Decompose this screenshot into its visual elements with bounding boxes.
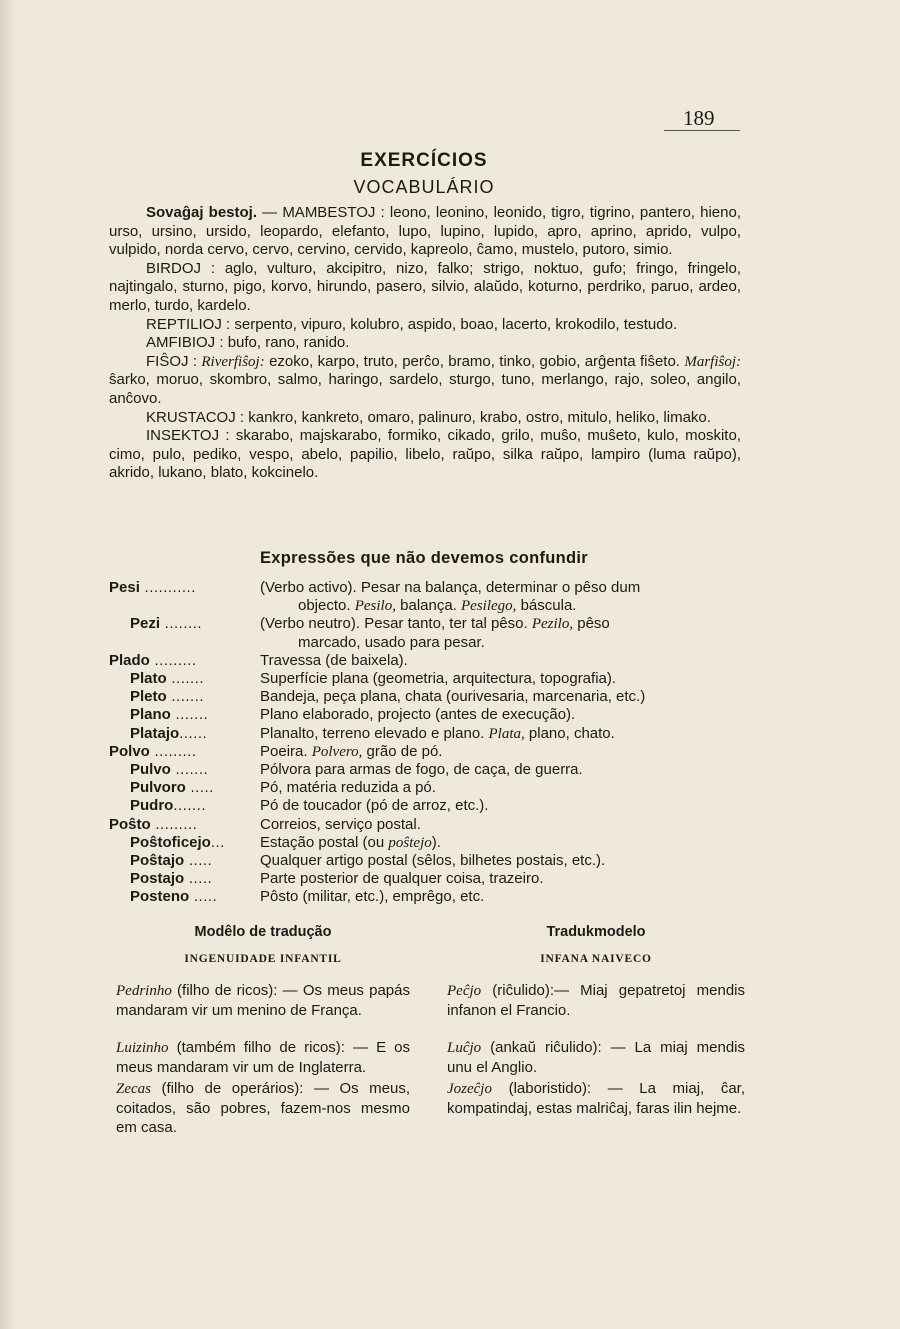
expression-term: [109, 743, 260, 761]
vocabulary-paragraph: [109, 353, 741, 409]
definition-italic: Pesilo,: [354, 598, 396, 615]
vocabulary-paragraph: [109, 427, 741, 483]
term-leader-dots: ......: [179, 724, 208, 742]
vocabulary-section: [109, 204, 741, 483]
term-leader-dots: .......: [166, 688, 205, 706]
term-word: Postajo: [130, 870, 185, 888]
expression-definition: [260, 670, 741, 688]
definition-text: (Verbo activo). Pesar na balança, determinar o pêso dum: [260, 579, 641, 596]
definition-text: marcado, usado para pesar.: [298, 633, 485, 651]
vocabulary-subcategory: Marfiŝoj:: [684, 353, 741, 370]
definition-text: báscula.: [516, 597, 577, 615]
expression-term: [109, 652, 260, 670]
vocabulary-lead: Sovaĝaj bestoj.: [146, 204, 258, 221]
definition-text: Travessa (de baixela).: [260, 651, 408, 669]
definition-text: Pólvora para armas de fogo, de caça, de guerra.: [260, 761, 583, 779]
expression-term: [109, 706, 260, 724]
speaker-name: Luĉjo: [447, 1040, 482, 1056]
dialogue-paragraph: [447, 981, 745, 1020]
speaker-name: Peĉjo: [447, 983, 482, 999]
term-word: Poŝtoficejo: [130, 833, 211, 851]
definition-text: Estação postal (ou: [260, 833, 389, 851]
vocabulary-category: AMFIBIOJ :: [146, 334, 228, 352]
expression-row: [109, 834, 741, 852]
translation-model-subtitle: INGENUIDADE INFANTIL: [184, 953, 342, 965]
vocabulary-words: skarabo, majskarabo, formiko, cikado, grilo, muŝo, muŝeto, kulo, moskito, cimo, pulo, pediko, vespo, abelo, papilio, libelo, raŭpo, silka raŭpo, lampiro (luma raŭpo), akrido, lukano, blato, kokcinelo.: [109, 427, 741, 482]
term-word: Plado: [109, 651, 150, 669]
vocabulary-words: ŝarko, moruo, skombro, salmo, haringo, sardelo, sturgo, tuno, merlango, rajo, soleo, angilo, anĉovo.: [109, 371, 741, 407]
tradukmodelo-subtitle: INFANA NAIVECO: [540, 953, 652, 965]
definition-italic: Polvero,: [311, 743, 363, 760]
expression-definition: [260, 816, 741, 834]
vocabulary-category: FIŜOJ :: [146, 352, 202, 370]
definition-text: (Verbo neutro). Pesar tanto, ter tal pêso.: [260, 615, 532, 633]
vocabulary-paragraph: [109, 409, 741, 428]
term-word: Pesi: [109, 579, 140, 596]
term-word: Poŝto: [109, 815, 151, 833]
term-word: Poŝtajo: [130, 852, 185, 870]
vocabulary-words: kankro, kankreto, omaro, palinuro, krabo, ostro, mitulo, heliko, limako.: [248, 408, 711, 426]
expression-row: [109, 725, 741, 743]
dialogue-text: (filho de operários): — Os meus, coitados, são pobres, fazem-nos mesmo em casa.: [116, 1080, 410, 1136]
expression-term: [109, 725, 260, 743]
page-edge-shadow: [0, 0, 14, 1329]
definition-text: Plano elaborado, projecto (antes de execução).: [260, 706, 576, 724]
definition-text: plano, chato.: [524, 724, 615, 742]
vocabulary-category: KRUSTACOJ :: [146, 408, 249, 426]
term-leader-dots: .........: [149, 651, 197, 669]
translation-model-title: Modêlo de tradução: [194, 924, 332, 940]
term-word: Pulvoro: [130, 779, 186, 797]
page-number-rule: [664, 130, 740, 131]
definition-text: Bandeja, peça plana, chata (ourivesaria, marcenaria, etc.): [260, 688, 646, 706]
expression-row: [109, 816, 741, 834]
expression-row: [109, 706, 741, 724]
vocabulary-subcategory: Riverfiŝoj:: [201, 353, 265, 370]
speaker-name: Jozeĉjo: [447, 1081, 492, 1097]
term-word: Polvo: [109, 742, 150, 760]
expressions-list: [109, 579, 741, 907]
tradukmodelo-title: Tradukmodelo: [546, 924, 646, 940]
expression-definition: [260, 615, 741, 651]
expression-row: [109, 579, 741, 615]
vocabulary-words: ezoko, karpo, truto, perĉo, bramo, tinko, gobio, arĝenta fiŝeto.: [264, 352, 685, 370]
expression-definition: [260, 743, 741, 761]
expression-term: [109, 816, 260, 834]
expression-row: [109, 779, 741, 797]
expression-definition: [260, 725, 741, 743]
vocabulary-heading: VOCABULÁRIO: [353, 177, 495, 197]
expression-row: [109, 743, 741, 761]
dialogue-paragraph: [116, 1038, 410, 1077]
term-word: Pleto: [130, 688, 167, 706]
term-leader-dots: .........: [150, 815, 198, 833]
speaker-name: Pedrinho: [116, 983, 172, 999]
term-word: Posteno: [130, 888, 190, 906]
term-word: Pudro: [130, 797, 174, 815]
translation-model-column: [116, 923, 410, 1137]
dialogue-text: (também filho de ricos): — E os meus mandaram vir um de Inglaterra.: [116, 1039, 410, 1076]
term-word: Plato: [130, 670, 167, 688]
term-leader-dots: .....: [189, 888, 218, 906]
expression-term: [109, 670, 260, 688]
expression-definition: [260, 797, 741, 815]
expression-row: [109, 797, 741, 815]
expression-row: [109, 688, 741, 706]
expressions-heading: Expressões que não devemos confundir: [259, 549, 589, 567]
definition-text: Superfície plana (geometria, arquitectura, topografia).: [260, 670, 617, 688]
expression-row: [109, 670, 741, 688]
expression-term: [109, 761, 260, 779]
vocabulary-paragraph: [109, 316, 741, 335]
definition-text: ).: [431, 833, 441, 851]
expression-row: [109, 761, 741, 779]
expression-definition: [260, 652, 741, 670]
expression-term: [109, 688, 260, 706]
tradukmodelo-column: [447, 923, 745, 1118]
vocabulary-words: leono, leonino, leonido, tigro, tigrino, pantero, hieno, urso, ursino, ursido, leopardo, elefanto, lupo, lupino, lupido, apro, aprino, aprido, vulpo, vulpido, norda cervo, cervo, cervino, cervido, kapreolo, ĉamo, mustelo, putoro, simio.: [109, 204, 741, 259]
expression-term: [109, 615, 260, 651]
dialogue-text: (filho de ricos): — Os meus papás mandaram vir um menino de França.: [116, 982, 410, 1019]
definition-continuation: [260, 597, 741, 615]
term-leader-dots: ........: [160, 615, 203, 633]
definition-text: balança.: [395, 597, 462, 615]
definition-text: Parte posterior de qualquer coisa, trazeiro.: [260, 870, 544, 888]
term-word: Pezi: [130, 615, 161, 633]
expression-term: [109, 870, 260, 888]
expression-row: [109, 888, 741, 906]
exercises-heading: EXERCÍCIOS: [360, 150, 488, 171]
expression-term: [109, 797, 260, 815]
dialogue-text: (ankaŭ riĉulido): — La miaj mendis unu el Anglio.: [447, 1039, 745, 1076]
expression-term: [109, 888, 260, 906]
term-leader-dots: .........: [149, 742, 197, 760]
speaker-name: Luizinho: [116, 1040, 169, 1056]
expression-definition: [260, 870, 741, 888]
vocabulary-category: REPTILIOJ :: [146, 315, 235, 333]
expression-definition: [260, 706, 741, 724]
dialogue-text: (laboristido): — La miaj, ĉar, kompatindaj, estas malriĉaj, faras ilin hejme.: [447, 1080, 745, 1117]
vocabulary-paragraph: [109, 334, 741, 353]
definition-text: Poeira.: [260, 742, 312, 760]
term-leader-dots: ...: [210, 833, 225, 851]
definition-text: Correios, serviço postal.: [260, 815, 421, 833]
page-number: 189: [683, 106, 715, 130]
vocabulary-paragraph: [109, 260, 741, 316]
expression-row: [109, 615, 741, 651]
term-leader-dots: .....: [184, 870, 213, 888]
expression-definition: [260, 688, 741, 706]
term-leader-dots: .......: [166, 670, 205, 688]
term-leader-dots: .......: [173, 797, 207, 815]
vocabulary-words: aglo, vulturo, akcipitro, nizo, falko; strigo, noktuo, gufo; fringo, fringelo, najtingalo, sturno, pigo, korvo, hirundo, pasero, silvio, alaŭdo, koturno, perdriko, paruo, ardeo, merlo, turdo, kardelo.: [109, 259, 741, 314]
definition-text: grão de pó.: [362, 742, 443, 760]
term-leader-dots: ...........: [139, 579, 196, 596]
dialogue-paragraph: [447, 1038, 745, 1077]
expression-definition: [260, 579, 741, 615]
expression-definition: [260, 779, 741, 797]
definition-text: pêso: [573, 615, 610, 633]
expression-row: [109, 852, 741, 870]
expression-definition: [260, 834, 741, 852]
definition-italic: poŝtejo: [388, 834, 432, 851]
term-leader-dots: .....: [184, 852, 213, 870]
expression-definition: [260, 852, 741, 870]
vocabulary-words: serpento, vipuro, kolubro, aspido, boao, lacerto, krokodilo, testudo.: [234, 315, 678, 333]
expression-term: [109, 779, 260, 797]
definition-italic: Pezilo,: [531, 616, 574, 633]
definition-italic: Pesilego,: [461, 598, 517, 615]
expression-term: [109, 834, 260, 852]
expression-definition: [260, 888, 741, 906]
dialogue-paragraph: [447, 1079, 745, 1118]
expression-row: [109, 652, 741, 670]
vocabulary-category: INSEKTOJ :: [146, 427, 236, 445]
definition-text: objecto.: [298, 597, 355, 615]
expression-row: [109, 870, 741, 888]
expression-definition: [260, 761, 741, 779]
speaker-name: Zecas: [116, 1081, 151, 1097]
expression-term: [109, 579, 260, 615]
dialogue-paragraph: [116, 1079, 410, 1137]
term-word: Pulvo: [130, 761, 171, 779]
definition-text: Pôsto (militar, etc.), emprêgo, etc.: [260, 888, 485, 906]
vocabulary-category: — MAMBESTOJ :: [257, 204, 390, 221]
vocabulary-paragraph: [109, 204, 741, 260]
term-leader-dots: .......: [170, 706, 209, 724]
definition-text: Pó, matéria reduzida a pó.: [260, 779, 436, 797]
expression-term: [109, 852, 260, 870]
term-word: Platajo: [130, 724, 180, 742]
vocabulary-words: bufo, rano, ranido.: [227, 334, 350, 352]
term-leader-dots: .....: [185, 779, 214, 797]
definition-continuation: [260, 634, 741, 652]
dialogue-text: (riĉulido):— Miaj gepatretoj mendis infanon el Francio.: [447, 982, 745, 1019]
definition-text: Pó de toucador (pó de arroz, etc.).: [260, 797, 489, 815]
definition-text: Planalto, terreno elevado e plano.: [260, 724, 489, 742]
term-leader-dots: .......: [170, 761, 209, 779]
definition-italic: Plata,: [488, 725, 525, 742]
dialogue-paragraph: [116, 981, 410, 1020]
vocabulary-category: BIRDOJ :: [146, 259, 225, 277]
term-word: Plano: [130, 706, 171, 724]
definition-text: Qualquer artigo postal (sêlos, bilhetes postais, etc.).: [260, 852, 606, 870]
